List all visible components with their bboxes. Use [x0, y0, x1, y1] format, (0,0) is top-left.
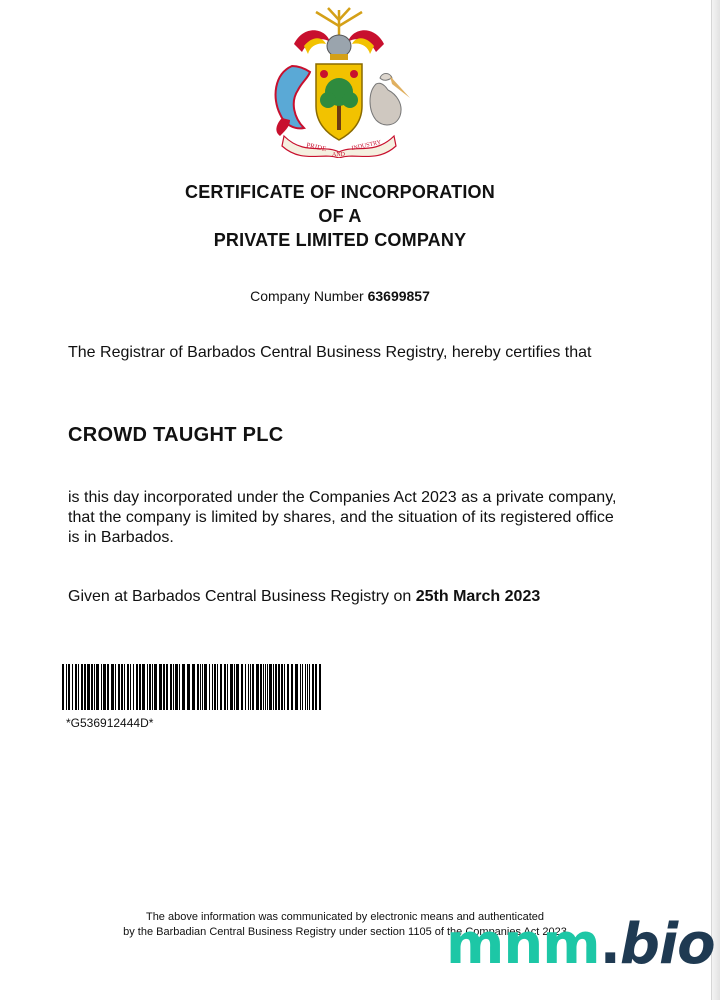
barcode-bar — [182, 664, 185, 710]
barcode-bar — [224, 664, 226, 710]
barcode-bar — [309, 664, 310, 710]
page-edge — [711, 0, 720, 1000]
barcode-bar — [302, 664, 303, 710]
barcode-bar — [287, 664, 289, 710]
company-number-line — [0, 288, 680, 304]
barcode-bar — [170, 664, 172, 710]
barcode-bar — [278, 664, 280, 710]
title-line: CERTIFICATE OF INCORPORATION — [185, 182, 495, 202]
barcode-bar — [245, 664, 246, 710]
barcode-bar — [291, 664, 293, 710]
watermark-logo — [446, 910, 715, 980]
given-text: Given at Barbados Central Business Registry on — [68, 588, 412, 605]
barcode-bar — [118, 664, 120, 710]
coat-of-arms-emblem — [264, 6, 414, 158]
barcode-bar — [220, 664, 222, 710]
barcode-bar — [154, 664, 157, 710]
motto-word: INDUSTRY — [351, 139, 382, 152]
barcode-bar — [179, 664, 180, 710]
barcode-bar — [66, 664, 67, 710]
barcode-bar — [121, 664, 123, 710]
barcode-bar — [94, 664, 95, 710]
barcode-bar — [319, 664, 321, 710]
barcode-bar — [192, 664, 195, 710]
barcode-bar — [139, 664, 141, 710]
barcode-bar — [260, 664, 262, 710]
barcode-bar — [197, 664, 199, 710]
barcode-bar — [91, 664, 93, 710]
footer-line: by the Barbadian Central Business Registry under section 1105 of the Companies Act 2023 — [123, 926, 567, 938]
title-line: OF A — [318, 206, 362, 226]
barcode-bar — [263, 664, 264, 710]
company-number-label: Company Number — [250, 288, 364, 304]
barcode-bar — [87, 664, 90, 710]
barcode-bar — [312, 664, 314, 710]
title-line: PRIVATE LIMITED COMPANY — [213, 230, 467, 250]
barcode-bar — [295, 664, 298, 710]
barcode-bar — [202, 664, 203, 710]
barcode-bar — [62, 664, 64, 710]
barcode-bar — [230, 664, 233, 710]
barcode-bar — [149, 664, 151, 710]
barcode-bar — [107, 664, 109, 710]
barcode-bar — [204, 664, 207, 710]
barcode-bar — [101, 664, 102, 710]
incorporation-paragraph: is this day incorporated under the Companies Act 2023 as a private company, that the company is limited by shares, and the situation of its registered office is in Barbados. — [68, 489, 617, 546]
barcode-bar — [315, 664, 317, 710]
barcode-bar — [111, 664, 114, 710]
barcode-bar — [159, 664, 162, 710]
barcode-bar — [250, 664, 251, 710]
barcode-bar — [175, 664, 178, 710]
barcode-bar — [256, 664, 259, 710]
barcode-bar — [273, 664, 274, 710]
barcode-bar — [124, 664, 125, 710]
barcode-bar — [212, 664, 213, 710]
given-date: 25th March 2023 — [415, 588, 541, 605]
barcode-bar — [281, 664, 283, 710]
watermark-part2: bio — [619, 912, 715, 977]
barcode-bar — [147, 664, 148, 710]
given-paragraph — [68, 587, 668, 607]
barcode-bar — [284, 664, 285, 710]
barcode-bar — [267, 664, 268, 710]
barcode-bar — [269, 664, 272, 710]
company-number-value: 63699857 — [367, 288, 430, 304]
watermark-dot: . — [599, 912, 620, 977]
barcode-bar — [75, 664, 77, 710]
barcode-bar — [209, 664, 210, 710]
motto-word: PRIDE — [305, 141, 328, 154]
barcode-bar — [214, 664, 216, 710]
barcode-bar — [68, 664, 70, 710]
company-name: CROWD TAUGHT PLC — [68, 424, 284, 446]
barcode-bar — [81, 664, 83, 710]
barcode-bar — [103, 664, 106, 710]
barcode-bar — [236, 664, 239, 710]
barcode-bar — [200, 664, 201, 710]
watermark-part1: mnm — [446, 912, 600, 977]
barcode-bar — [173, 664, 174, 710]
barcode — [62, 664, 324, 710]
barcode-bar — [130, 664, 131, 710]
barcode-bar — [265, 664, 266, 710]
barcode-bar — [166, 664, 168, 710]
barcode-bar — [163, 664, 165, 710]
barcode-bar — [248, 664, 249, 710]
barcode-bar — [234, 664, 235, 710]
barcode-bar — [275, 664, 277, 710]
barcode-bar — [152, 664, 153, 710]
barcode-bar — [300, 664, 301, 710]
barcode-bar — [307, 664, 308, 710]
barcode-bar — [127, 664, 129, 710]
barcode-bar — [72, 664, 73, 710]
motto-word: AND — [332, 152, 345, 158]
barcode-bar — [217, 664, 218, 710]
certify-paragraph: The Registrar of Barbados Central Business Registry, hereby certifies that — [68, 344, 592, 361]
footer-line: The above information was communicated by electronic means and authenticated — [145, 911, 545, 923]
barcode-bar — [142, 664, 145, 710]
barcode-bar — [78, 664, 79, 710]
barcode-bar — [241, 664, 243, 710]
barcode-bar — [227, 664, 228, 710]
barcode-bar — [96, 664, 99, 710]
barcode-bar — [136, 664, 138, 710]
barcode-bar — [252, 664, 254, 710]
barcode-bar — [305, 664, 306, 710]
certificate-title — [0, 180, 680, 252]
barcode-text: *G536912444D* — [66, 716, 154, 730]
barcode-bar — [84, 664, 86, 710]
barcode-bar — [115, 664, 116, 710]
barcode-bar — [187, 664, 190, 710]
barcode-bar — [133, 664, 134, 710]
